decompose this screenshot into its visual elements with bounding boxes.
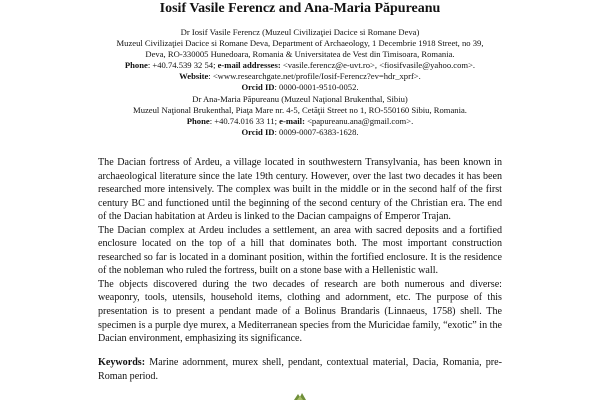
author-1-name: Dr Iosif Vasile Ferencz (Muzeul Civilizaţiei Dacice si Romane Deva) (180, 27, 420, 37)
abstract-paragraph: The Dacian fortress of Ardeu, a village located in southwestern Transylvania, has been known in archaeological literature since the late 19th century. However, over the last two decades it has been researched more intensively. The complex was built in the middle or in the second half of the first century BC and functioned until the beginning of the second century of the Christian era. The end of the Dacian habitation at Ardeu is linked to the Dacian campaigns of Emperor Trajan. (98, 157, 502, 223)
author-2-email: <papureanu.ana@gmail.com>. (304, 115, 414, 126)
author-1-orcid-line (80, 82, 520, 93)
author-1-website-label: Website (179, 71, 209, 82)
author-1-contact-line (80, 60, 520, 71)
author-2-orcid-label: Orcid ID (241, 126, 275, 137)
author-1-orcid-label: Orcid ID (241, 82, 275, 93)
author-1-email-label: e-mail addresses: (217, 60, 281, 71)
author-2-orcid-line (80, 127, 520, 138)
author-1-email: <vasile.ferencz@e-uvt.ro>, <fiosifvasile@yahoo.com>. (280, 60, 476, 71)
author-2-contact-line (80, 116, 520, 127)
author-2-orcid: : 0009-0007-6383-1628. (274, 126, 359, 137)
author-1-orcid: : 0000-0001-9510-0052. (274, 82, 359, 93)
logo-icon (292, 393, 308, 400)
author-1-website-line (80, 71, 520, 82)
author-2-phone: : +40.74.016 33 11; (209, 115, 280, 126)
author-2-name: Dr Ana-Maria Păpureanu (Muzeul Naţional Brukenthal, Sibiu) (192, 93, 408, 104)
author-1-phone-label: Phone (124, 60, 148, 71)
author-2-email-label: e-mail: (279, 115, 305, 126)
keywords-text: Marine adornment, murex shell, pendant, contextual material, Dacia, Romania, pre-Roman period. (98, 357, 502, 382)
keywords-paragraph (98, 356, 502, 383)
keywords-label: Keywords: (98, 357, 146, 368)
author-2-address-line-1: Muzeul Naţional Brukenthal, Piaţa Mare nr. 4-5, Cetăţii Street no 1, RO-550160 Sibiu, Romania. (133, 104, 467, 115)
author-1-phone: : +40.74.539 32 54; (147, 60, 218, 71)
abstract-paragraph: The Dacian complex at Ardeu includes a settlement, an area with sacred deposits and a fortified enclosure located on the top of a hill that dominates both. The most important construction researched so far is located in a dominant position, within the fortified enclosure. It is the residence of the nobleman who ruled the fortress, built on a stone base with a Hellenistic wall. (98, 224, 502, 277)
author-1-website: : <www.researchgate.net/profile/Iosif-Ferencz?ev=hdr_xprf>. (208, 71, 421, 82)
authors-heading: Iosif Vasile Ferencz and Ana-Maria Păpureanu (159, 1, 441, 16)
author-2-phone-label: Phone (186, 115, 210, 126)
author-1-address-line-2: Deva, RO-330005 Hunedoara, Romania & Universitatea de Vest din Timisoara, Romania. (145, 49, 455, 60)
author-1-address-line-1: Muzeul Civilizaţiei Dacice si Romane Deva, Department of Archaeology, 1 Decembrie 1918 Street, no 39, (116, 38, 484, 49)
abstract-paragraph: The objects discovered during the two decades of research are both numerous and diverse: weaponry, tools, utensils, household items, clothing and adornment, etc. The purpose of this presentation is to present a pendant made of a Bolinus Brandaris (Linnaeus, 1758) shell. The specimen is a purple dye murex, a Mediterranean species from the Muricidae family, “exotic” in the Dacian environment, emphasizing its significance. (98, 278, 502, 345)
abstract-body (98, 156, 502, 346)
affiliations-block (80, 27, 520, 138)
